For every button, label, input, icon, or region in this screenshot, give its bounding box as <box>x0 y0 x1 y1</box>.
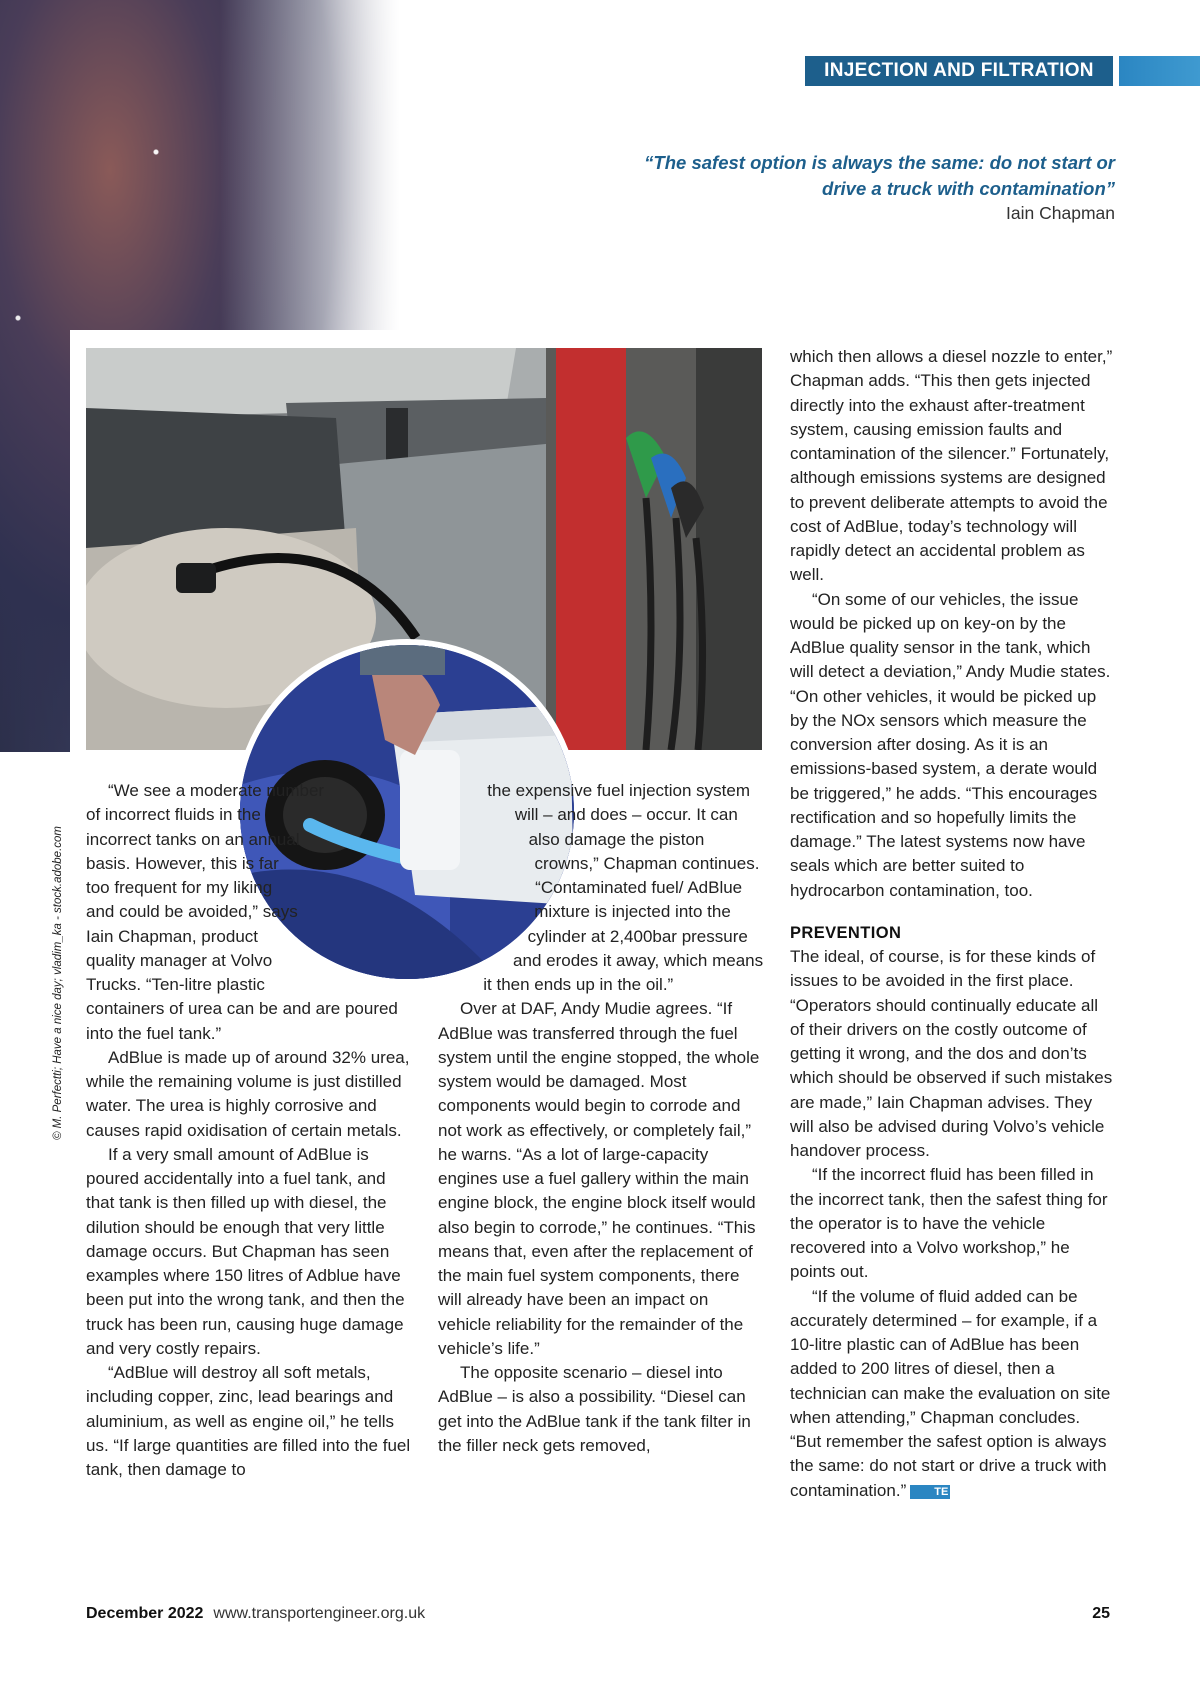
pull-quote <box>560 150 1115 202</box>
footer <box>86 1605 425 1623</box>
section-heading: PREVENTION <box>790 923 902 942</box>
paragraph: The ideal, of course, is for these kinds of issues to be avoided in the first place. “Operators should continually educate all of their drivers on the costly outcome of getting it wrong, and the dos and don’ts which should be observed if such mistakes are made,” Iain Chapman advises. They will also be advised during Volvo’s vehicle handover process. <box>790 947 1113 1160</box>
paragraph-text: “If the volume of fluid added can be accurately determined – for example, if a 10-litre plastic can of AdBlue has been added to 200 litres of diesel, then a technician can make the evaluation on site when attending,” Chapman concludes. “But remember the safest option is always the same: do not start or drive a truck with contamination.” <box>790 1286 1111 1500</box>
pull-quote-line-1: “The safest option is always the same: do not start or <box>644 152 1115 173</box>
paragraph: which then allows a diesel nozzle to enter,” Chapman adds. “This then gets injected directly into the exhaust after-treatment system, causing emission faults and contamination of the silencer.” Fortunately, although emissions systems are designed to prevent deliberate attempts to avoid the cost of AdBlue, today’s technology will rapidly detect an accidental problem as well. <box>790 347 1113 585</box>
section-tag: INJECTION AND FILTRATION <box>805 56 1113 86</box>
paragraph: AdBlue is made up of around 32% urea, while the remaining volume is just distilled water. The urea is highly corrosive and causes rapid oxidisation of certain metals. <box>86 1047 410 1140</box>
end-mark-logo: TE <box>910 1485 950 1499</box>
paragraph: “If the incorrect fluid has been filled in the incorrect tank, then the safest thing for the operator is to have the vehicle recovered into a Volvo workshop,” he points out. <box>790 1165 1108 1282</box>
website-url[interactable]: www.transportengineer.org.uk <box>213 1605 426 1622</box>
paragraph: The opposite scenario – diesel into AdBlue – is also a possibility. “Diesel can get into the AdBlue tank if the tank filter in the filler neck gets removed, <box>438 1363 751 1455</box>
article-column-2 <box>438 779 764 1458</box>
issue-date: December 2022 <box>86 1605 204 1622</box>
article-column-1 <box>86 779 416 1482</box>
paragraph: If a very small amount of AdBlue is poured accidentally into a fuel tank, and that tank is then filled up with diesel, the dilution should be enough that very little damage occurs. But Chapman has seen examples where 150 litres of Adblue have been put into the wrong tank, and then the truck has been run, causing huge damage and very costly repairs. <box>86 1144 405 1358</box>
paragraph <box>790 1285 1115 1503</box>
section-tag-bar <box>1119 56 1200 86</box>
article-column-3 <box>790 345 1115 1503</box>
paragraph: Over at DAF, Andy Mudie agrees. “If AdBlue was transferred through the fuel system until the engine stopped, the whole system would be damaged. Most components would begin to corrode and not work as effectively, or completely fail,” he warns. “As a lot of large-capacity engines use a fuel gallery within the main engine block, the engine block itself would also begin to corrode,” he continues. “This means that, even after the replacement of the main fuel system components, there will already have been an impact on vehicle reliability for the remainder of the vehicle’s life.” <box>438 999 760 1358</box>
paragraph: “On some of our vehicles, the issue would be picked up on key-on by the AdBlue quality sensor in the tank, which will detect a deviation,” Andy Mudie states. “On other vehicles, it would be picked up by the NOx sensors which measure the conversion after dosing. As it is an emissions-based system, a derate would be triggered,” he adds. “This encourages rectification and so hopefully limits the damage.” The latest systems now have seals which are better suited to hydrocarbon contamination, too. <box>790 589 1111 900</box>
pull-quote-attribution: Iain Chapman <box>1006 203 1115 223</box>
photo-credit: © M. Perfectti; Have a nice day; vladim_ka - stock.adobe.com <box>52 826 64 1140</box>
paragraph: the expensive fuel injection system will – and does – occur. It can also damage the piston crowns,” Chapman continues. “Contaminated fuel/ AdBlue mixture is injected into the cylinder at 2,400bar pressure and erodes it away, which means it then ends up in the oil.” <box>483 781 764 994</box>
paragraph: “AdBlue will destroy all soft metals, including copper, zinc, lead bearings and aluminium, as well as engine oil,” he tells us. “If large quantities are filled into the fuel tank, then damage to <box>86 1363 411 1479</box>
pull-quote-line-2: drive a truck with contamination” <box>822 178 1115 199</box>
paragraph: “We see a moderate number of incorrect fluids in the incorrect tanks on an annual basis. However, this is far too frequent for my liking and could be avoided,” says Iain Chapman, product quality manager at Volvo Trucks. “Ten-litre plastic containers of urea can be and are poured into the fuel tank.” <box>86 781 398 1043</box>
page-number: 25 <box>1092 1605 1110 1622</box>
